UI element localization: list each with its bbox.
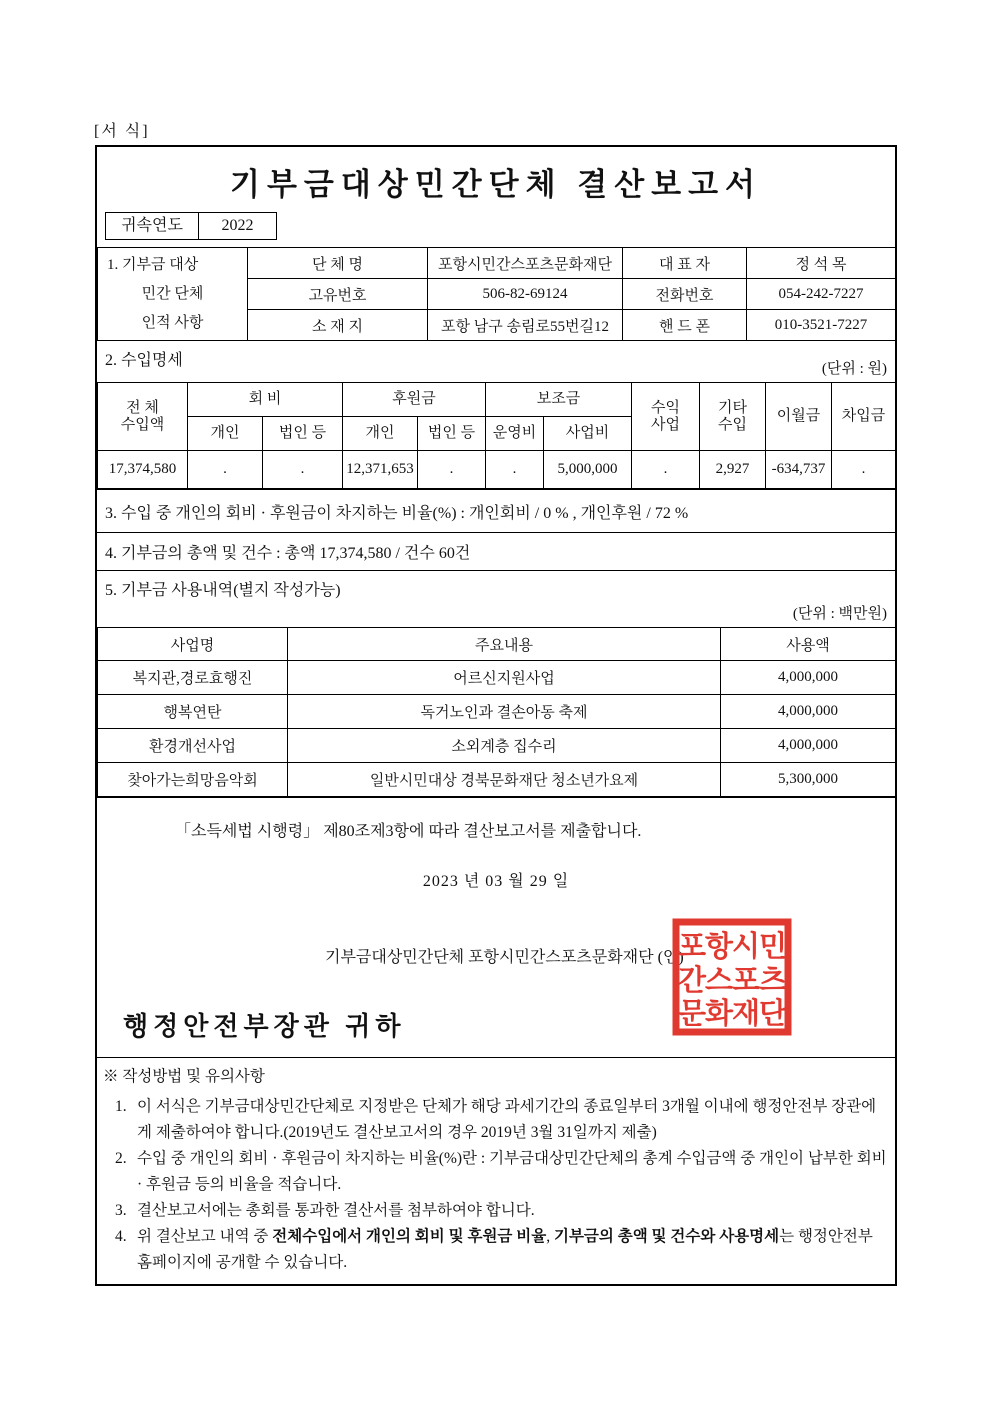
official-seal-stamp <box>672 918 792 1036</box>
borrowing-header: 차입금 <box>832 383 896 451</box>
note-number: 1. <box>115 1098 127 1115</box>
donation-individual-value: 12,371,653 <box>343 451 418 489</box>
representative-label: 대 표 자 <box>623 248 747 279</box>
note-text: 이 서식은 기부금대상민간단체로 지정받은 단체가 해당 과세기간의 종료일부터 3개월 이내에 행정안전부 장관에게 제출하여야 합니다.(2019년도 결산보고서의 경우 2019년 3월 31일까지 제출) <box>137 1098 877 1141</box>
address-label: 소 재 지 <box>248 310 428 341</box>
mobile-label: 핸 드 폰 <box>623 310 747 341</box>
mobile-value: 010-3521-7227 <box>747 310 896 341</box>
donation-header: 후원금 <box>343 383 486 417</box>
table-row: 복지관,경로효행진 어르신지원사업 4,000,000 <box>98 661 896 695</box>
subsidy-operating-value: . <box>486 451 544 489</box>
form-tag: [서 식] <box>94 123 150 140</box>
svg-text:간스포츠: 간스포츠 <box>677 965 787 997</box>
subsidy-operating-header: 운영비 <box>486 417 544 451</box>
table-row: 찾아가는희망음악회 일반시민대상 경북문화재단 청소년가요제 5,300,000 <box>98 763 896 797</box>
recipient-line: 행정안전부장관 귀하 <box>123 1012 406 1041</box>
income-section-header <box>97 341 895 382</box>
donation-individual-header: 개인 <box>343 417 418 451</box>
legal-statement: 「소득세법 시행령」 제80조제3항에 따라 결산보고서를 제출합니다. <box>175 823 642 840</box>
donation-total-line: 4. 기부금의 총액 및 건수 : 총액 17,374,580 / 건수 60건 <box>97 532 895 570</box>
amount-used-header: 사용액 <box>721 628 896 661</box>
note-item-1 <box>101 1094 891 1146</box>
svg-text:문화재단: 문화재단 <box>677 998 787 1030</box>
org-id-value: 506-82-69124 <box>428 279 623 310</box>
income-table <box>97 382 896 489</box>
usage-table <box>97 627 896 797</box>
phone-label: 전화번호 <box>623 279 747 310</box>
membership-corporate-header: 법인 등 <box>263 417 343 451</box>
date-line: 2023 년 03 월 29 일 <box>422 873 570 890</box>
carryover-value: -634,737 <box>766 451 832 489</box>
carryover-header: 이월금 <box>766 383 832 451</box>
membership-individual-header: 개인 <box>188 417 263 451</box>
usage-header-row <box>98 628 896 661</box>
signer-line: 기부금대상민간단체 포항시민간스포츠문화재단 (인) <box>325 949 684 966</box>
org-info-table <box>97 247 896 341</box>
total-income-header: 전 체 수입액 <box>98 383 188 451</box>
note-text: 수입 중 개인의 회비 · 후원금이 차지하는 비율(%)란 : 기부금대상민간단체의 총계 수입금액 중 개인이 납부한 회비 · 후원금 등의 비율을 적습니다. <box>137 1150 887 1193</box>
year-box <box>105 212 277 240</box>
note-item-3 <box>101 1198 891 1224</box>
closing-section <box>97 797 895 1057</box>
note-number: 2. <box>115 1150 127 1167</box>
donation-corporate-value: . <box>418 451 486 489</box>
borrowing-value: . <box>832 451 896 489</box>
table-row: 행복연탄 독거노인과 결손아동 축제 4,000,000 <box>98 695 896 729</box>
note-item-4 <box>101 1224 891 1276</box>
title-section <box>97 147 895 247</box>
note-item-2 <box>101 1146 891 1198</box>
main-content-header: 주요내용 <box>288 628 721 661</box>
year-label: 귀속연도 <box>105 212 199 240</box>
notes-section <box>97 1057 895 1289</box>
year-value: 2022 <box>199 212 277 240</box>
document-title: 기부금대상민간단체 결산보고서 <box>230 167 762 202</box>
note-text: 결산보고서에는 총회를 통과한 결산서를 첨부하여야 합니다. <box>137 1202 535 1219</box>
individual-ratio-line: 3. 수입 중 개인의 회비 · 후원금이 차지하는 비율(%) : 개인회비 / 0 % , 개인후원 / 72 % <box>97 489 895 532</box>
subsidy-header: 보조금 <box>486 383 632 417</box>
total-income-value: 17,374,580 <box>98 451 188 489</box>
subsidy-project-header: 사업비 <box>544 417 632 451</box>
profit-business-value: . <box>632 451 700 489</box>
donation-corporate-header: 법인 등 <box>418 417 486 451</box>
org-id-label: 고유번호 <box>248 279 428 310</box>
table-row <box>98 248 896 279</box>
phone-value: 054-242-7227 <box>747 279 896 310</box>
representative-value: 정 석 목 <box>747 248 896 279</box>
membership-header: 회 비 <box>188 383 343 417</box>
income-heading: 2. 수입명세 <box>105 352 183 369</box>
table-row <box>98 383 896 417</box>
project-name-header: 사업명 <box>98 628 288 661</box>
note-text: 위 결산보고 내역 중 전체수입에서 개인의 회비 및 후원금 비율, 기부금의 총액 및 건수와 사용명세는 행정안전부 홈페이지에 공개할 수 있습니다. <box>137 1228 873 1271</box>
other-income-value: 2,927 <box>700 451 766 489</box>
org-name-value: 포항시민간스포츠문화재단 <box>428 248 623 279</box>
income-values-row <box>98 451 896 489</box>
usage-unit-note: (단위 : 백만원) <box>792 606 887 622</box>
usage-heading: 5. 기부금 사용내역(별지 작성가능) <box>105 582 341 599</box>
notes-heading: ※ 작성방법 및 유의사항 <box>103 1068 265 1085</box>
org-section-label: 1. 기부금 대상 민간 단체 인적 사항 <box>98 248 248 341</box>
profit-business-header: 수익 사업 <box>632 383 700 451</box>
subsidy-project-value: 5,000,000 <box>544 451 632 489</box>
other-income-header: 기타 수입 <box>700 383 766 451</box>
note-number: 4. <box>115 1228 127 1245</box>
income-unit-note: (단위 : 원) <box>821 361 887 377</box>
svg-text:포항시민: 포항시민 <box>677 931 787 963</box>
membership-individual-value: . <box>188 451 263 489</box>
usage-section-header <box>97 570 895 627</box>
address-value: 포항 남구 송림로55번길12 <box>428 310 623 341</box>
membership-corporate-value: . <box>263 451 343 489</box>
org-name-label: 단 체 명 <box>248 248 428 279</box>
form-border <box>95 145 897 1286</box>
note-number: 3. <box>115 1202 127 1219</box>
table-row: 환경개선사업 소외계층 집수리 4,000,000 <box>98 729 896 763</box>
